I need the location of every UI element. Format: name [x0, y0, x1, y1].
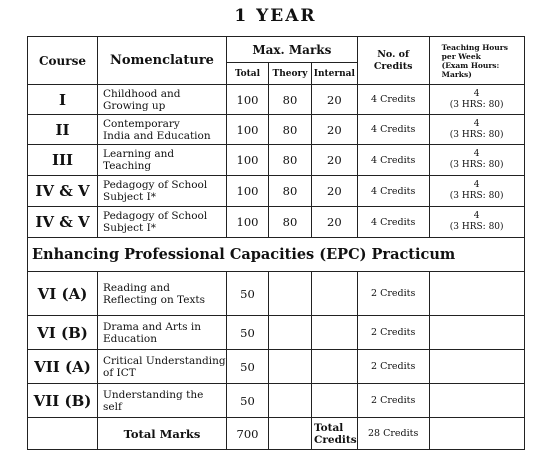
- course-name-line2: Growing up: [103, 99, 166, 112]
- header-credits: [357, 37, 429, 85]
- hours-value: 4: [473, 118, 480, 129]
- course-name: [98, 272, 227, 316]
- course-name-line2: Reflecting on Texts: [103, 293, 205, 306]
- course-name-line1: Contemporary: [103, 117, 180, 130]
- total-marks: 100: [227, 176, 269, 207]
- total-credits-value: 28 Credits: [357, 418, 429, 450]
- total-marks: 100: [227, 115, 269, 145]
- theory-marks: 80: [269, 207, 312, 238]
- teaching-hours: [429, 350, 524, 384]
- course-name-line1: Understanding the: [103, 388, 204, 401]
- course-name-line2: Subject I*: [103, 222, 156, 234]
- internal-marks: 20: [312, 85, 358, 115]
- course-name: [98, 145, 227, 176]
- course-name-line2: of ICT: [103, 366, 136, 379]
- course-code: II: [28, 115, 98, 145]
- table-row: [28, 176, 525, 207]
- header-theory: Theory: [269, 63, 312, 85]
- course-code: IV & V: [28, 207, 98, 238]
- credits: 2 Credits: [357, 272, 429, 316]
- course-name-line2: Teaching: [103, 160, 152, 172]
- exam-hours: (3 HRS: 80): [449, 222, 504, 232]
- section-row: [28, 238, 525, 272]
- theory-marks: [269, 384, 312, 418]
- teaching-hours: [429, 85, 524, 115]
- theory-marks: 80: [269, 115, 312, 145]
- theory-marks: [269, 350, 312, 384]
- total-credits-label-line1: Total: [314, 421, 344, 434]
- course-name-line2: Subject I*: [103, 191, 156, 203]
- course-code: VI (B): [28, 316, 98, 350]
- theory-marks: 80: [269, 145, 312, 176]
- totals-theory-blank: [269, 418, 312, 450]
- hours-value: 4: [473, 180, 480, 190]
- internal-marks: [312, 384, 358, 418]
- header-row: [28, 37, 525, 63]
- teaching-hours: [429, 207, 524, 238]
- course-name-line1: Pedagogy of School: [103, 179, 208, 191]
- course-name-line1: Learning and: [103, 148, 175, 160]
- credits: 2 Credits: [357, 316, 429, 350]
- header-credits-line2: Credits: [373, 60, 413, 72]
- course-name: [98, 207, 227, 238]
- course-name-line2: self: [103, 400, 122, 413]
- table-row: [28, 145, 525, 176]
- section-title: Enhancing Professional Capacities (EPC) Practicum: [28, 238, 525, 272]
- total-marks: 100: [227, 145, 269, 176]
- total-marks: 50: [227, 316, 269, 350]
- total-marks: 100: [227, 207, 269, 238]
- credits: 2 Credits: [357, 384, 429, 418]
- header-nomenclature: Nomenclature: [98, 37, 227, 85]
- total-marks: 50: [227, 272, 269, 316]
- header-teaching-line1: Teaching Hours: [441, 42, 508, 52]
- hours-value: 4: [473, 211, 480, 221]
- internal-marks: [312, 272, 358, 316]
- total-credits-label: [312, 418, 358, 450]
- header-credits-line1: No. of: [377, 48, 410, 60]
- total-marks: 50: [227, 350, 269, 384]
- teaching-hours: [429, 272, 524, 316]
- course-table: [27, 36, 525, 450]
- teaching-hours: [429, 145, 524, 176]
- credits: 4 Credits: [357, 115, 429, 145]
- header-teaching-line4: Marks): [441, 69, 472, 79]
- exam-hours: (3 HRS: 80): [449, 129, 504, 140]
- header-teaching-line3: (Exam Hours:: [441, 60, 500, 70]
- course-code: VII (B): [28, 384, 98, 418]
- course-name: [98, 176, 227, 207]
- internal-marks: 20: [312, 176, 358, 207]
- credits: 4 Credits: [357, 145, 429, 176]
- course-name-line1: Drama and Arts in: [103, 320, 202, 333]
- total-credits-label-line2: Credits: [314, 433, 357, 446]
- table-row: [28, 272, 525, 316]
- table-row: [28, 316, 525, 350]
- course-name-line1: Critical Understanding: [103, 354, 226, 367]
- exam-hours: (3 HRS: 80): [449, 160, 504, 170]
- table-row: [28, 115, 525, 145]
- header-total: Total: [227, 63, 269, 85]
- teaching-hours: [429, 316, 524, 350]
- credits: 2 Credits: [357, 350, 429, 384]
- theory-marks: [269, 316, 312, 350]
- course-name: [98, 316, 227, 350]
- course-name-line1: Reading and: [103, 281, 171, 294]
- totals-blank: [28, 418, 98, 450]
- course-code: VII (A): [28, 350, 98, 384]
- header-max-marks: Max. Marks: [227, 37, 358, 63]
- teaching-hours: [429, 115, 524, 145]
- course-name: [98, 115, 227, 145]
- totals-hours-blank: [429, 418, 524, 450]
- exam-hours: (3 HRS: 80): [449, 191, 504, 201]
- table-row: [28, 350, 525, 384]
- credits: 4 Credits: [357, 85, 429, 115]
- internal-marks: [312, 316, 358, 350]
- credits: 4 Credits: [357, 207, 429, 238]
- internal-marks: 20: [312, 145, 358, 176]
- hours-value: 4: [473, 149, 480, 159]
- course-name-line2: Education: [103, 332, 157, 345]
- total-marks: 100: [227, 85, 269, 115]
- internal-marks: 20: [312, 115, 358, 145]
- total-marks-value: 700: [227, 418, 269, 450]
- total-marks: 50: [227, 384, 269, 418]
- course-name: [98, 85, 227, 115]
- table-row: [28, 85, 525, 115]
- course-code: VI (A): [28, 272, 98, 316]
- course-code: IV & V: [28, 176, 98, 207]
- theory-marks: [269, 272, 312, 316]
- table-row: [28, 384, 525, 418]
- header-internal: Internal: [312, 63, 358, 85]
- credits: 4 Credits: [357, 176, 429, 207]
- header-course: Course: [28, 37, 98, 85]
- page-title: 1 YEAR: [234, 6, 317, 26]
- teaching-hours: [429, 176, 524, 207]
- theory-marks: 80: [269, 176, 312, 207]
- header-teaching-hours: [429, 37, 524, 85]
- hours-value: 4: [473, 88, 480, 99]
- totals-row: [28, 418, 525, 450]
- exam-hours: (3 HRS: 80): [449, 99, 504, 110]
- header-teaching-line2: per Week: [441, 51, 481, 61]
- table-row: [28, 207, 525, 238]
- course-code: I: [28, 85, 98, 115]
- internal-marks: 20: [312, 207, 358, 238]
- teaching-hours: [429, 384, 524, 418]
- internal-marks: [312, 350, 358, 384]
- course-name-line1: Childhood and: [103, 87, 181, 100]
- course-name-line1: Pedagogy of School: [103, 210, 208, 222]
- course-name: [98, 384, 227, 418]
- total-marks-label: Total Marks: [98, 418, 227, 450]
- course-name-line2: India and Education: [103, 129, 211, 142]
- course-code: III: [28, 145, 98, 176]
- course-name: [98, 350, 227, 384]
- theory-marks: 80: [269, 85, 312, 115]
